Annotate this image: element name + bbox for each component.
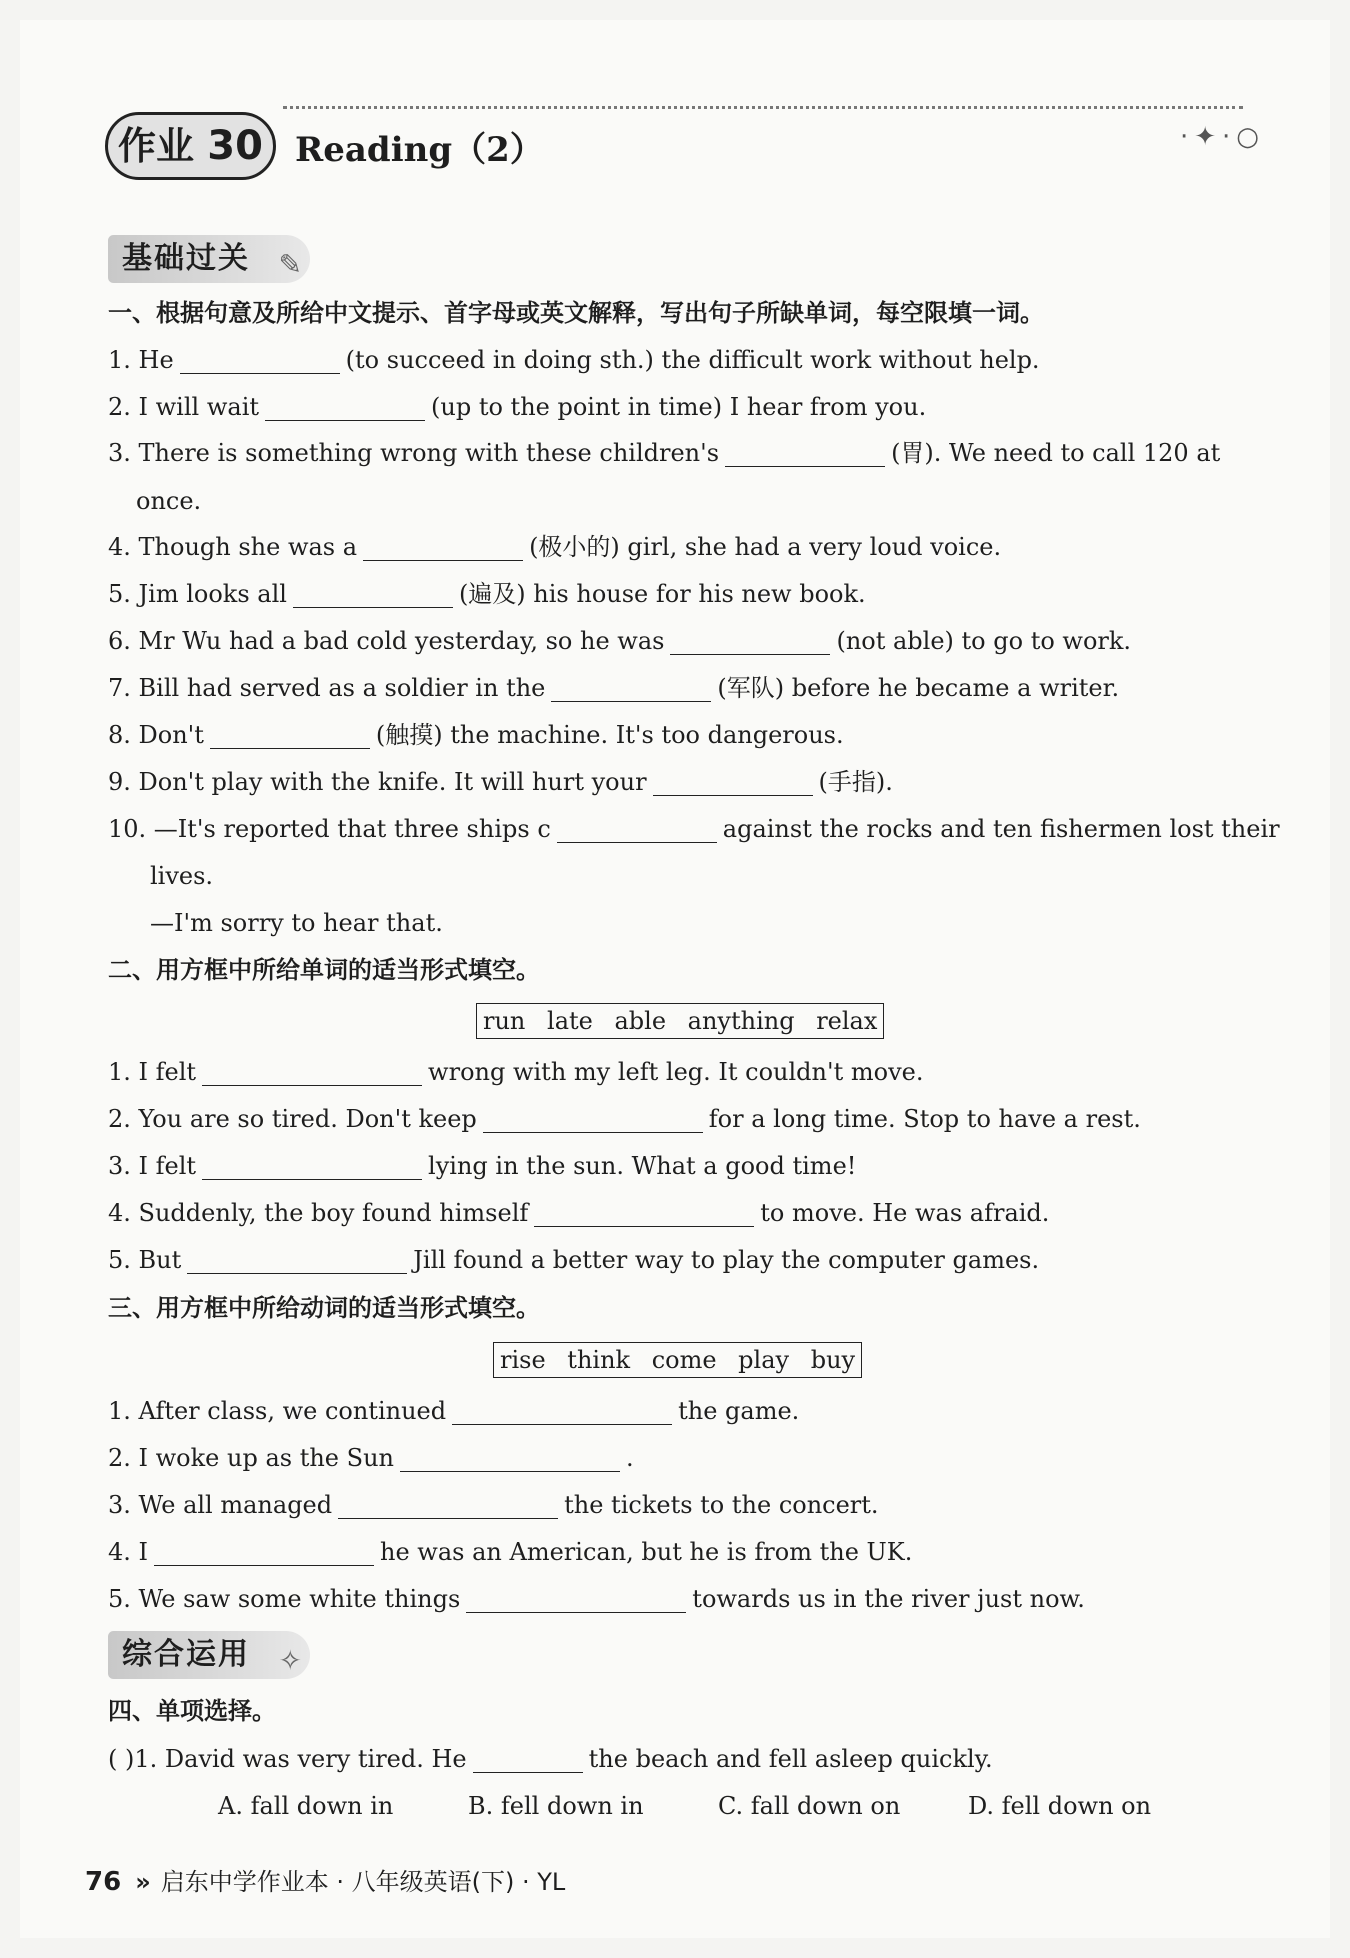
part2-heading: 二、用方框中所给单词的适当形式填空。 <box>108 956 540 984</box>
answer-paren[interactable]: ( ) <box>108 1745 135 1773</box>
badge-number: 30 <box>207 123 263 169</box>
page-number: 76 <box>85 1867 122 1897</box>
part2-item-2: 2. You are so tired. Don't keep for a long time. Stop to have a rest. <box>108 1105 1141 1133</box>
answer-blank[interactable] <box>187 1247 407 1274</box>
answer-blank[interactable] <box>473 1746 583 1773</box>
page-footer <box>85 1862 565 1897</box>
part1-item-7: 7. Bill had served as a soldier in the (军队) before he became a writer. <box>108 674 1120 702</box>
part1-item-2: 2. I will wait (up to the point in time) I hear from you. <box>108 393 927 421</box>
answer-blank[interactable] <box>725 440 885 467</box>
part2-item-4: 4. Suddenly, the boy found himself to move. He was afraid. <box>108 1199 1050 1227</box>
part2-item-3: 3. I felt lying in the sun. What a good time! <box>108 1152 857 1180</box>
dotted-rule <box>283 106 1243 109</box>
answer-blank[interactable] <box>363 534 523 561</box>
part4-question-1: ( )1. David was very tired. He the beach and fell asleep quickly. <box>108 1745 993 1773</box>
option-a[interactable]: A. fall down in <box>218 1792 394 1820</box>
part3-item-5: 5. We saw some white things towards us in the river just now. <box>108 1585 1085 1613</box>
part3-heading: 三、用方框中所给动词的适当形式填空。 <box>108 1294 540 1322</box>
part1-item-5: 5. Jim looks all (遍及) his house for his new book. <box>108 580 866 608</box>
answer-blank[interactable] <box>210 722 370 749</box>
part4-heading: 四、单项选择。 <box>108 1697 276 1725</box>
lesson-badge <box>105 112 276 180</box>
answer-blank[interactable] <box>483 1106 703 1133</box>
answer-blank[interactable] <box>154 1539 374 1566</box>
answer-blank[interactable] <box>466 1586 686 1613</box>
part1-item-3-cont: once. <box>136 487 202 515</box>
part1-item-9: 9. Don't play with the knife. It will hurt your (手指). <box>108 768 893 796</box>
option-c[interactable]: C. fall down on <box>718 1792 901 1820</box>
part1-heading: 一、根据句意及所给中文提示、首字母或英文解释，写出句子所缺单词，每空限填一词。 <box>108 299 1044 327</box>
answer-blank[interactable] <box>293 581 453 608</box>
answer-blank[interactable] <box>653 769 813 796</box>
answer-blank[interactable] <box>670 628 830 655</box>
answer-blank[interactable] <box>551 675 711 702</box>
part3-item-3: 3. We all managed the tickets to the concert. <box>108 1491 879 1519</box>
sparkle-icon: ✧ <box>278 1644 304 1677</box>
word-box: run late able anything relax <box>476 1003 884 1039</box>
part1-item-10-reply: —I'm sorry to hear that. <box>150 909 443 937</box>
lesson-header <box>105 112 1265 182</box>
option-d[interactable]: D. fell down on <box>968 1792 1152 1820</box>
answer-blank[interactable] <box>265 394 425 421</box>
section-tag-label: 基础过关 <box>122 241 250 276</box>
part1-item-4: 4. Though she was a (极小的) girl, she had a very loud voice. <box>108 533 1002 561</box>
answer-blank[interactable] <box>557 816 717 843</box>
section-tag-label: 综合运用 <box>122 1637 250 1672</box>
pencil-icon: ✎ <box>278 248 304 281</box>
sparkle-decoration-icon: ·✦·○ <box>1179 122 1265 152</box>
answer-blank[interactable] <box>180 347 340 374</box>
answer-blank[interactable] <box>400 1445 620 1472</box>
part1-item-6: 6. Mr Wu had a bad cold yesterday, so he was (not able) to go to work. <box>108 627 1132 655</box>
part3-item-1: 1. After class, we continued the game. <box>108 1397 800 1425</box>
answer-blank[interactable] <box>452 1398 672 1425</box>
part1-item-10: 10. —It's reported that three ships c against the rocks and ten fishermen lost their <box>108 815 1280 843</box>
part1-item-10-cont: lives. <box>150 862 214 890</box>
part2-item-5: 5. But Jill found a better way to play the computer games. <box>108 1246 1040 1274</box>
option-b[interactable]: B. fell down in <box>468 1792 644 1820</box>
double-chevron-icon: » <box>135 1868 151 1896</box>
verb-box: rise think come play buy <box>493 1342 862 1378</box>
part1-item-3: 3. There is something wrong with these children's (胃). We need to call 120 at <box>108 439 1221 467</box>
badge-label: 作业 <box>118 124 195 168</box>
answer-blank[interactable] <box>202 1153 422 1180</box>
section-tag-basics <box>108 235 310 283</box>
footer-text: 启东中学作业本 · 八年级英语(下) · YL <box>160 1868 566 1896</box>
lesson-title: Reading（2） <box>295 130 544 170</box>
part1-item-8: 8. Don't (触摸) the machine. It's too dangerous. <box>108 721 844 749</box>
part3-item-2: 2. I woke up as the Sun . <box>108 1444 634 1472</box>
answer-blank[interactable] <box>534 1200 754 1227</box>
answer-blank[interactable] <box>202 1059 422 1086</box>
section-tag-integrated <box>108 1631 310 1679</box>
part3-item-4: 4. I he was an American, but he is from the UK. <box>108 1538 913 1566</box>
part2-item-1: 1. I felt wrong with my left leg. It couldn't move. <box>108 1058 924 1086</box>
part1-item-1: 1. He (to succeed in doing sth.) the difficult work without help. <box>108 346 1040 374</box>
answer-blank[interactable] <box>338 1492 558 1519</box>
